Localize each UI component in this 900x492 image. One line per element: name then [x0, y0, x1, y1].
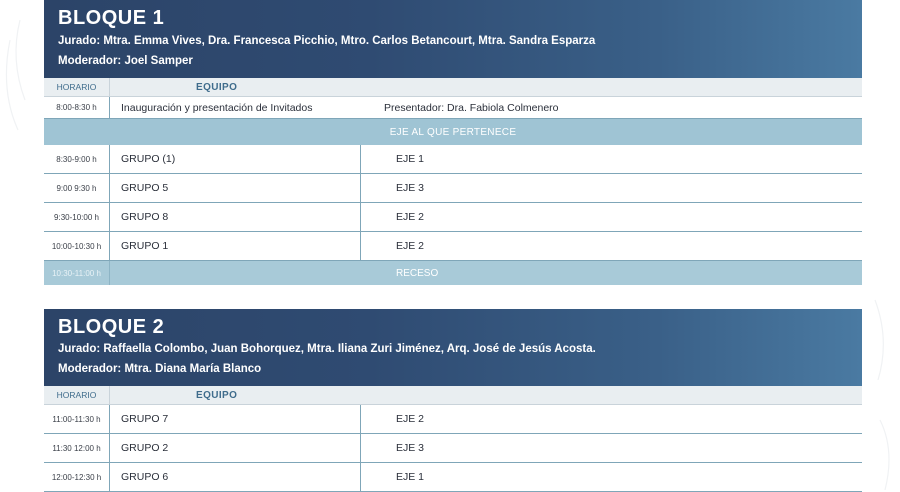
table-row	[44, 463, 862, 492]
eje-cell: EJE 2	[396, 240, 425, 252]
receso-label: RECESO	[396, 267, 439, 279]
equipo-header: EQUIPO	[196, 81, 238, 93]
table-row	[44, 434, 862, 463]
bloque-1-moderador: Moderador: Joel Samper	[58, 55, 193, 67]
bloque-2-banner	[44, 309, 862, 386]
table-row	[44, 405, 862, 434]
eje-cell: EJE 2	[396, 211, 425, 223]
time-cell: 10:00-10:30 h	[44, 232, 110, 260]
team-cell: GRUPO 1	[110, 232, 361, 260]
schedule-header	[44, 386, 862, 405]
eje-cell: EJE 2	[396, 413, 425, 425]
bloque-1	[44, 0, 862, 285]
eje-band-label: EJE AL QUE PERTENECE	[389, 126, 517, 138]
team-cell: GRUPO 7	[110, 405, 361, 433]
team-cell: GRUPO (1)	[110, 145, 361, 173]
presenter-cell: Presentador: Dra. Fabiola Colmenero	[384, 101, 559, 114]
eje-band	[44, 119, 862, 145]
bloque-1-jurado: Jurado: Mtra. Emma Vives, Dra. Francesca Picchio, Mtro. Carlos Betancourt, Mtra. Sandra Esparza	[58, 35, 596, 47]
schedule-header	[44, 78, 862, 97]
receso-spacer	[110, 261, 373, 285]
intro-row	[44, 97, 862, 119]
table-row	[44, 145, 862, 174]
team-cell: GRUPO 8	[110, 203, 361, 231]
bloque-2	[44, 309, 862, 492]
table-row	[44, 203, 862, 232]
team-cell: Inauguración y presentación de Invitados	[121, 101, 313, 114]
horario-header: HORARIO	[44, 78, 110, 96]
bloque-1-title: BLOQUE 1	[58, 7, 165, 29]
table-row	[44, 174, 862, 203]
team-cell: GRUPO 6	[110, 463, 361, 491]
time-cell: 9:30-10:00 h	[44, 203, 110, 231]
bloque-2-moderador: Moderador: Mtra. Diana María Blanco	[58, 363, 262, 375]
eje-cell: EJE 3	[396, 442, 425, 454]
receso-row	[44, 261, 862, 285]
table-row	[44, 232, 862, 261]
equipo-header: EQUIPO	[196, 389, 238, 401]
eje-cell: EJE 1	[396, 153, 425, 165]
bloque-1-banner	[44, 0, 862, 78]
bloque-2-title: BLOQUE 2	[58, 316, 165, 338]
team-cell: GRUPO 5	[110, 174, 361, 202]
team-cell: GRUPO 2	[110, 434, 361, 462]
eje-cell: EJE 3	[396, 182, 425, 194]
time-cell: 8:30-9:00 h	[44, 145, 110, 173]
eje-cell: EJE 1	[396, 471, 425, 483]
time-cell: 11:00-11:30 h	[44, 405, 110, 433]
time-cell: 11:30 12:00 h	[44, 434, 110, 462]
time-cell: 8:00-8:30 h	[44, 97, 110, 118]
time-cell: 9:00 9:30 h	[44, 174, 110, 202]
bloque-2-jurado: Jurado: Raffaella Colombo, Juan Bohorquez, Mtra. Iliana Zuri Jiménez, Arq. José de Jesús Acosta.	[58, 343, 596, 355]
time-cell: 10:30-11:00 h	[44, 261, 110, 285]
time-cell: 12:00-12:30 h	[44, 463, 110, 491]
horario-header: HORARIO	[44, 386, 110, 404]
